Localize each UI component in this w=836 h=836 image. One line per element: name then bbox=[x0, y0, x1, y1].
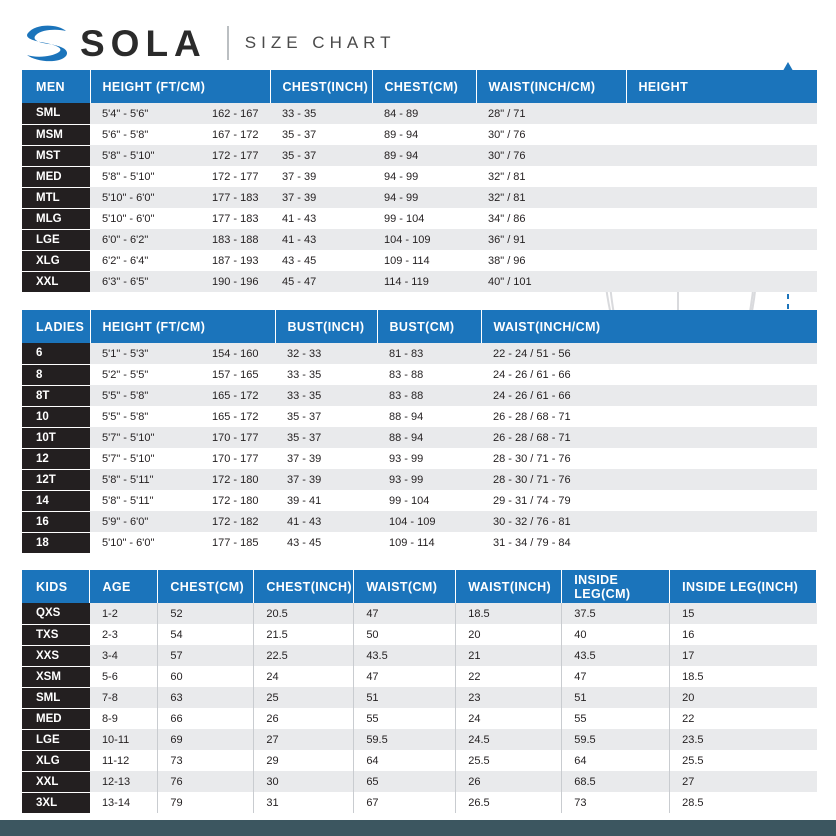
table-row bbox=[22, 406, 817, 427]
cell-waist-cm: 55 bbox=[354, 708, 456, 729]
cell-height bbox=[90, 187, 270, 208]
cell-age: 7-8 bbox=[90, 687, 158, 708]
cell-height-ft: 5'8" - 5'10" bbox=[102, 149, 155, 162]
ladies-header-size: LADIES bbox=[22, 310, 90, 343]
table-row bbox=[22, 750, 817, 771]
cell-height-cm: 165 - 172 bbox=[212, 389, 259, 402]
table-row bbox=[22, 511, 817, 532]
cell-bust-inch: 37 - 39 bbox=[275, 448, 377, 469]
cell-diagram-spacer bbox=[626, 166, 817, 187]
page-header bbox=[22, 22, 582, 64]
cell-age: 12-13 bbox=[90, 771, 158, 792]
table-row bbox=[22, 729, 817, 750]
kids-header-waist-inch: WAIST(INCH) bbox=[456, 570, 562, 603]
cell-leg-inch: 20 bbox=[670, 687, 817, 708]
table-row bbox=[22, 343, 817, 364]
men-size-table bbox=[22, 70, 817, 293]
cell-height bbox=[90, 427, 275, 448]
cell-chest-cm: 73 bbox=[158, 750, 254, 771]
cell-height bbox=[90, 406, 275, 427]
row-size-label: 10T bbox=[22, 427, 90, 448]
table-row bbox=[22, 666, 817, 687]
cell-waist-cm: 50 bbox=[354, 624, 456, 645]
cell-waist: 26 - 28 / 68 - 71 bbox=[481, 406, 817, 427]
cell-chest-inch: 35 - 37 bbox=[270, 145, 372, 166]
cell-chest-inch: 37 - 39 bbox=[270, 187, 372, 208]
cell-height-ft: 5'5" - 5'8" bbox=[102, 410, 149, 423]
ladies-size-table bbox=[22, 310, 817, 554]
table-row bbox=[22, 166, 817, 187]
cell-height-cm: 167 - 172 bbox=[212, 128, 259, 141]
cell-chest-inch: 27 bbox=[254, 729, 354, 750]
cell-height-ft: 6'0" - 6'2" bbox=[102, 233, 149, 246]
cell-diagram-spacer bbox=[626, 208, 817, 229]
cell-waist-inch: 24.5 bbox=[456, 729, 562, 750]
cell-waist: 28" / 71 bbox=[476, 103, 626, 124]
cell-height-ft: 6'2" - 6'4" bbox=[102, 254, 149, 267]
cell-height bbox=[90, 208, 270, 229]
cell-leg-inch: 28.5 bbox=[670, 792, 817, 813]
cell-chest-inch: 43 - 45 bbox=[270, 250, 372, 271]
cell-waist: 26 - 28 / 68 - 71 bbox=[481, 427, 817, 448]
cell-bust-inch: 37 - 39 bbox=[275, 469, 377, 490]
cell-height bbox=[90, 448, 275, 469]
cell-height-ft: 5'7" - 5'10" bbox=[102, 431, 155, 444]
cell-height bbox=[90, 229, 270, 250]
cell-chest-inch: 31 bbox=[254, 792, 354, 813]
cell-bust-cm: 81 - 83 bbox=[377, 343, 481, 364]
row-size-label: LGE bbox=[22, 229, 90, 250]
cell-waist-inch: 22 bbox=[456, 666, 562, 687]
table-row bbox=[22, 250, 817, 271]
cell-height bbox=[90, 250, 270, 271]
row-size-label: 8T bbox=[22, 385, 90, 406]
cell-leg-inch: 16 bbox=[670, 624, 817, 645]
cell-chest-inch: 26 bbox=[254, 708, 354, 729]
cell-chest-cm: 54 bbox=[158, 624, 254, 645]
men-header-waist: WAIST(INCH/CM) bbox=[476, 70, 626, 103]
table-row bbox=[22, 229, 817, 250]
ladies-header-height: HEIGHT (FT/CM) bbox=[90, 310, 275, 343]
cell-chest-inch: 20.5 bbox=[254, 603, 354, 624]
cell-diagram-spacer bbox=[626, 103, 817, 124]
ladies-header-bust-inch: BUST(INCH) bbox=[275, 310, 377, 343]
row-size-label: 14 bbox=[22, 490, 90, 511]
table-row bbox=[22, 603, 817, 624]
cell-chest-inch: 33 - 35 bbox=[270, 103, 372, 124]
men-header-height-diagram: HEIGHT bbox=[626, 70, 817, 103]
cell-waist: 34" / 86 bbox=[476, 208, 626, 229]
cell-height bbox=[90, 364, 275, 385]
header-divider bbox=[227, 26, 229, 60]
cell-chest-inch: 29 bbox=[254, 750, 354, 771]
row-size-label: 12T bbox=[22, 469, 90, 490]
cell-height-cm: 154 - 160 bbox=[212, 347, 259, 360]
cell-chest-inch: 37 - 39 bbox=[270, 166, 372, 187]
ladies-table-body bbox=[22, 343, 817, 553]
cell-bust-cm: 93 - 99 bbox=[377, 448, 481, 469]
cell-diagram-spacer bbox=[626, 271, 817, 292]
row-size-label: QXS bbox=[22, 603, 90, 624]
cell-chest-cm: 84 - 89 bbox=[372, 103, 476, 124]
table-row bbox=[22, 624, 817, 645]
cell-height-cm: 177 - 185 bbox=[212, 536, 259, 549]
men-table-body bbox=[22, 103, 817, 292]
ladies-header-waist: WAIST(INCH/CM) bbox=[481, 310, 817, 343]
cell-bust-inch: 41 - 43 bbox=[275, 511, 377, 532]
cell-leg-cm: 59.5 bbox=[562, 729, 670, 750]
cell-leg-cm: 37.5 bbox=[562, 603, 670, 624]
kids-header-inside-leg-inch: INSIDE LEG(INCH) bbox=[670, 570, 817, 603]
cell-height-ft: 5'8" - 5'10" bbox=[102, 170, 155, 183]
cell-chest-cm: 89 - 94 bbox=[372, 145, 476, 166]
cell-waist: 22 - 24 / 51 - 56 bbox=[481, 343, 817, 364]
cell-height-ft: 5'1" - 5'3" bbox=[102, 347, 149, 360]
cell-bust-inch: 43 - 45 bbox=[275, 532, 377, 553]
table-row bbox=[22, 532, 817, 553]
cell-chest-inch: 25 bbox=[254, 687, 354, 708]
table-row bbox=[22, 124, 817, 145]
cell-waist: 24 - 26 / 61 - 66 bbox=[481, 385, 817, 406]
cell-age: 5-6 bbox=[90, 666, 158, 687]
cell-bust-cm: 93 - 99 bbox=[377, 469, 481, 490]
cell-height-ft: 5'5" - 5'8" bbox=[102, 389, 149, 402]
cell-height-ft: 5'10" - 6'0" bbox=[102, 191, 155, 204]
row-size-label: MED bbox=[22, 708, 90, 729]
cell-waist-cm: 51 bbox=[354, 687, 456, 708]
cell-height bbox=[90, 103, 270, 124]
table-row bbox=[22, 427, 817, 448]
row-size-label: XXS bbox=[22, 645, 90, 666]
row-size-label: XLG bbox=[22, 250, 90, 271]
kids-header-chest-cm: CHEST(CM) bbox=[158, 570, 254, 603]
cell-height bbox=[90, 166, 270, 187]
cell-height-ft: 5'4" - 5'6" bbox=[102, 107, 149, 120]
cell-chest-cm: 60 bbox=[158, 666, 254, 687]
cell-waist: 32" / 81 bbox=[476, 166, 626, 187]
page-title: SIZE CHART bbox=[244, 33, 396, 52]
cell-leg-inch: 17 bbox=[670, 645, 817, 666]
cell-chest-cm: 63 bbox=[158, 687, 254, 708]
row-size-label: 18 bbox=[22, 532, 90, 553]
cell-height-ft: 5'10" - 6'0" bbox=[102, 212, 155, 225]
cell-waist-cm: 47 bbox=[354, 603, 456, 624]
cell-bust-cm: 83 - 88 bbox=[377, 385, 481, 406]
row-size-label: XSM bbox=[22, 666, 90, 687]
cell-height-cm: 177 - 183 bbox=[212, 212, 259, 225]
row-size-label: SML bbox=[22, 103, 90, 124]
cell-waist: 30 - 32 / 76 - 81 bbox=[481, 511, 817, 532]
table-row bbox=[22, 208, 817, 229]
cell-chest-cm: 57 bbox=[158, 645, 254, 666]
cell-age: 8-9 bbox=[90, 708, 158, 729]
cell-bust-inch: 35 - 37 bbox=[275, 406, 377, 427]
cell-diagram-spacer bbox=[626, 145, 817, 166]
cell-bust-inch: 39 - 41 bbox=[275, 490, 377, 511]
cell-height-cm: 170 - 177 bbox=[212, 452, 259, 465]
cell-chest-cm: 94 - 99 bbox=[372, 166, 476, 187]
cell-chest-cm: 79 bbox=[158, 792, 254, 813]
cell-height-ft: 5'6" - 5'8" bbox=[102, 128, 149, 141]
cell-waist: 30" / 76 bbox=[476, 124, 626, 145]
cell-height-ft: 5'2" - 5'5" bbox=[102, 368, 149, 381]
cell-waist: 40" / 101 bbox=[476, 271, 626, 292]
cell-chest-inch: 41 - 43 bbox=[270, 208, 372, 229]
cell-waist: 24 - 26 / 61 - 66 bbox=[481, 364, 817, 385]
table-row bbox=[22, 364, 817, 385]
table-row bbox=[22, 271, 817, 292]
cell-height-cm: 172 - 182 bbox=[212, 515, 259, 528]
table-row bbox=[22, 469, 817, 490]
kids-header-size: KIDS bbox=[22, 570, 90, 603]
cell-leg-inch: 22 bbox=[670, 708, 817, 729]
row-size-label: 6 bbox=[22, 343, 90, 364]
cell-age: 13-14 bbox=[90, 792, 158, 813]
men-header-size: MEN bbox=[22, 70, 90, 103]
row-size-label: LGE bbox=[22, 729, 90, 750]
cell-waist: 36" / 91 bbox=[476, 229, 626, 250]
ladies-header-bust-cm: BUST(CM) bbox=[377, 310, 481, 343]
men-table-header-row bbox=[22, 70, 817, 103]
cell-age: 11-12 bbox=[90, 750, 158, 771]
cell-leg-inch: 15 bbox=[670, 603, 817, 624]
cell-waist-inch: 20 bbox=[456, 624, 562, 645]
cell-diagram-spacer bbox=[626, 250, 817, 271]
cell-bust-inch: 32 - 33 bbox=[275, 343, 377, 364]
cell-bust-cm: 88 - 94 bbox=[377, 427, 481, 448]
cell-leg-cm: 68.5 bbox=[562, 771, 670, 792]
row-size-label: 12 bbox=[22, 448, 90, 469]
cell-waist: 38" / 96 bbox=[476, 250, 626, 271]
row-size-label: 8 bbox=[22, 364, 90, 385]
cell-height bbox=[90, 124, 270, 145]
cell-waist-cm: 67 bbox=[354, 792, 456, 813]
cell-height-ft: 5'8" - 5'11" bbox=[102, 494, 154, 507]
table-row bbox=[22, 145, 817, 166]
cell-leg-cm: 55 bbox=[562, 708, 670, 729]
cell-leg-cm: 51 bbox=[562, 687, 670, 708]
cell-height bbox=[90, 490, 275, 511]
row-size-label: MLG bbox=[22, 208, 90, 229]
table-row bbox=[22, 708, 817, 729]
cell-height-cm: 157 - 165 bbox=[212, 368, 259, 381]
cell-height bbox=[90, 343, 275, 364]
row-size-label: MED bbox=[22, 166, 90, 187]
kids-table-body bbox=[22, 603, 817, 813]
cell-height-cm: 172 - 177 bbox=[212, 149, 259, 162]
sola-swirl-logo-icon bbox=[22, 24, 74, 62]
cell-leg-cm: 47 bbox=[562, 666, 670, 687]
cell-waist-inch: 26 bbox=[456, 771, 562, 792]
cell-height-cm: 187 - 193 bbox=[212, 254, 259, 267]
cell-bust-inch: 33 - 35 bbox=[275, 364, 377, 385]
cell-height-cm: 162 - 167 bbox=[212, 107, 259, 120]
footer-bar bbox=[0, 820, 836, 836]
cell-age: 3-4 bbox=[90, 645, 158, 666]
cell-chest-cm: 89 - 94 bbox=[372, 124, 476, 145]
table-row bbox=[22, 490, 817, 511]
cell-chest-inch: 35 - 37 bbox=[270, 124, 372, 145]
cell-chest-cm: 69 bbox=[158, 729, 254, 750]
cell-chest-inch: 24 bbox=[254, 666, 354, 687]
brand-wordmark: SOLA bbox=[80, 22, 207, 64]
cell-waist-inch: 24 bbox=[456, 708, 562, 729]
cell-waist: 31 - 34 / 79 - 84 bbox=[481, 532, 817, 553]
cell-leg-cm: 43.5 bbox=[562, 645, 670, 666]
cell-height-ft: 5'8" - 5'11" bbox=[102, 473, 154, 486]
cell-chest-inch: 45 - 47 bbox=[270, 271, 372, 292]
cell-bust-cm: 83 - 88 bbox=[377, 364, 481, 385]
table-row bbox=[22, 385, 817, 406]
cell-height-cm: 165 - 172 bbox=[212, 410, 259, 423]
cell-height-cm: 172 - 177 bbox=[212, 170, 259, 183]
cell-waist-cm: 59.5 bbox=[354, 729, 456, 750]
table-row bbox=[22, 448, 817, 469]
cell-bust-cm: 109 - 114 bbox=[377, 532, 481, 553]
cell-chest-cm: 94 - 99 bbox=[372, 187, 476, 208]
cell-chest-cm: 114 - 119 bbox=[372, 271, 476, 292]
cell-height-cm: 190 - 196 bbox=[212, 275, 259, 288]
table-row bbox=[22, 771, 817, 792]
cell-leg-inch: 25.5 bbox=[670, 750, 817, 771]
kids-size-table bbox=[22, 570, 817, 814]
cell-age: 2-3 bbox=[90, 624, 158, 645]
cell-leg-inch: 27 bbox=[670, 771, 817, 792]
cell-leg-cm: 64 bbox=[562, 750, 670, 771]
cell-bust-cm: 88 - 94 bbox=[377, 406, 481, 427]
row-size-label: XXL bbox=[22, 271, 90, 292]
cell-leg-cm: 73 bbox=[562, 792, 670, 813]
cell-bust-inch: 35 - 37 bbox=[275, 427, 377, 448]
table-row bbox=[22, 645, 817, 666]
cell-chest-inch: 21.5 bbox=[254, 624, 354, 645]
cell-chest-cm: 66 bbox=[158, 708, 254, 729]
cell-height-cm: 172 - 180 bbox=[212, 473, 259, 486]
row-size-label: MSM bbox=[22, 124, 90, 145]
row-size-label: TXS bbox=[22, 624, 90, 645]
cell-height-ft: 6'3" - 6'5" bbox=[102, 275, 149, 288]
men-header-chest-inch: CHEST(INCH) bbox=[270, 70, 372, 103]
kids-table-header-row bbox=[22, 570, 817, 603]
cell-waist-inch: 18.5 bbox=[456, 603, 562, 624]
cell-height bbox=[90, 145, 270, 166]
row-size-label: 16 bbox=[22, 511, 90, 532]
cell-height-ft: 5'9" - 6'0" bbox=[102, 515, 149, 528]
cell-waist-cm: 64 bbox=[354, 750, 456, 771]
cell-waist-cm: 65 bbox=[354, 771, 456, 792]
cell-bust-inch: 33 - 35 bbox=[275, 385, 377, 406]
cell-waist: 30" / 76 bbox=[476, 145, 626, 166]
kids-header-waist-cm: WAIST(CM) bbox=[354, 570, 456, 603]
cell-diagram-spacer bbox=[626, 229, 817, 250]
cell-leg-inch: 18.5 bbox=[670, 666, 817, 687]
cell-height-cm: 177 - 183 bbox=[212, 191, 259, 204]
cell-leg-inch: 23.5 bbox=[670, 729, 817, 750]
men-header-chest-cm: CHEST(CM) bbox=[372, 70, 476, 103]
men-header-height: HEIGHT (FT/CM) bbox=[90, 70, 270, 103]
kids-header-chest-inch: CHEST(INCH) bbox=[254, 570, 354, 603]
cell-waist: 28 - 30 / 71 - 76 bbox=[481, 448, 817, 469]
cell-height bbox=[90, 511, 275, 532]
cell-age: 1-2 bbox=[90, 603, 158, 624]
cell-waist-cm: 43.5 bbox=[354, 645, 456, 666]
cell-chest-inch: 41 - 43 bbox=[270, 229, 372, 250]
row-size-label: XLG bbox=[22, 750, 90, 771]
cell-waist-inch: 21 bbox=[456, 645, 562, 666]
cell-chest-inch: 30 bbox=[254, 771, 354, 792]
cell-waist-inch: 25.5 bbox=[456, 750, 562, 771]
table-row bbox=[22, 687, 817, 708]
row-size-label: 10 bbox=[22, 406, 90, 427]
cell-waist: 29 - 31 / 74 - 79 bbox=[481, 490, 817, 511]
table-row bbox=[22, 187, 817, 208]
cell-height bbox=[90, 469, 275, 490]
table-row bbox=[22, 103, 817, 124]
cell-chest-inch: 22.5 bbox=[254, 645, 354, 666]
cell-bust-cm: 99 - 104 bbox=[377, 490, 481, 511]
cell-waist-inch: 26.5 bbox=[456, 792, 562, 813]
row-size-label: XXL bbox=[22, 771, 90, 792]
cell-waist-cm: 47 bbox=[354, 666, 456, 687]
cell-bust-cm: 104 - 109 bbox=[377, 511, 481, 532]
cell-chest-cm: 104 - 109 bbox=[372, 229, 476, 250]
cell-waist-inch: 23 bbox=[456, 687, 562, 708]
cell-height-ft: 5'10" - 6'0" bbox=[102, 536, 155, 549]
row-size-label: MTL bbox=[22, 187, 90, 208]
kids-header-age: AGE bbox=[90, 570, 158, 603]
cell-height-cm: 183 - 188 bbox=[212, 233, 259, 246]
cell-height bbox=[90, 532, 275, 553]
cell-chest-cm: 52 bbox=[158, 603, 254, 624]
cell-chest-cm: 76 bbox=[158, 771, 254, 792]
cell-height-ft: 5'7" - 5'10" bbox=[102, 452, 155, 465]
table-row bbox=[22, 792, 817, 813]
cell-diagram-spacer bbox=[626, 124, 817, 145]
row-size-label: 3XL bbox=[22, 792, 90, 813]
cell-height-cm: 170 - 177 bbox=[212, 431, 259, 444]
cell-waist: 32" / 81 bbox=[476, 187, 626, 208]
cell-diagram-spacer bbox=[626, 187, 817, 208]
kids-header-inside-leg-cm: INSIDE LEG(CM) bbox=[562, 570, 670, 603]
ladies-table-header-row bbox=[22, 310, 817, 343]
cell-height bbox=[90, 385, 275, 406]
cell-chest-cm: 109 - 114 bbox=[372, 250, 476, 271]
cell-height bbox=[90, 271, 270, 292]
cell-age: 10-11 bbox=[90, 729, 158, 750]
cell-leg-cm: 40 bbox=[562, 624, 670, 645]
cell-height-cm: 172 - 180 bbox=[212, 494, 259, 507]
row-size-label: SML bbox=[22, 687, 90, 708]
cell-chest-cm: 99 - 104 bbox=[372, 208, 476, 229]
cell-waist: 28 - 30 / 71 - 76 bbox=[481, 469, 817, 490]
row-size-label: MST bbox=[22, 145, 90, 166]
